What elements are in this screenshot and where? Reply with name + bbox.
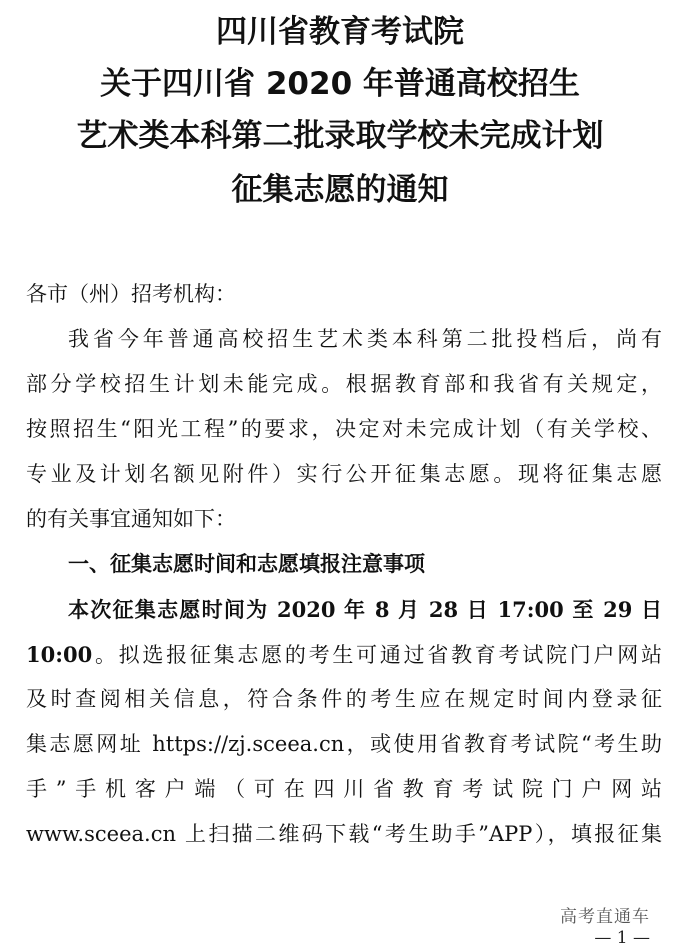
page-number: — 1 — xyxy=(594,928,650,948)
title-line-1: 四川省教育考试院 xyxy=(216,14,464,50)
document-title xyxy=(0,6,680,216)
paragraph-1-line-5: 的有关事宜通知如下： xyxy=(26,507,236,531)
title-line-4: 征集志愿的通知 xyxy=(231,172,449,208)
section-1-line-1: 本次征集志愿时间为 2020 年 8 月 28 日 17:00 至 29 日 xyxy=(68,597,662,622)
paragraph-1-line-1: 我省今年普通高校招生艺术类本科第二批投档后，尚有 xyxy=(68,327,662,351)
document-body xyxy=(26,272,662,857)
section-1-line-2-text: 。拟选报征集志愿的考生可通过省教育考试院门户网站 xyxy=(92,643,662,667)
watermark: 高考直通车 xyxy=(560,907,650,927)
deadline-time: 10:00 xyxy=(26,642,93,667)
section-1-line-6: www.sceea.cn 上扫描二维码下载“考生助手”APP），填报征集 xyxy=(26,822,662,846)
paragraph-1-line-3: 按照招生“阳光工程”的要求，决定对未完成计划（有关学校、 xyxy=(26,417,662,441)
section-1-line-4: 集志愿网址 https://zj.sceea.cn，或使用省教育考试院“考生助 xyxy=(26,732,662,756)
section-1-line-5: 手”手机客户端（可在四川省教育考试院门户网站 xyxy=(26,777,662,801)
salutation: 各市（州）招考机构： xyxy=(26,282,236,306)
title-line-3: 艺术类本科第二批录取学校未完成计划 xyxy=(76,118,604,154)
section-1-heading: 一、征集志愿时间和志愿填报注意事项 xyxy=(68,552,425,576)
section-1-line-3: 及时查阅相关信息，符合条件的考生应在规定时间内登录征 xyxy=(26,687,662,711)
paragraph-1-line-4: 专业及计划名额见附件）实行公开征集志愿。现将征集志愿 xyxy=(26,462,662,486)
title-line-2: 关于四川省 2020 年普通高校招生 xyxy=(100,66,580,102)
paragraph-1-line-2: 部分学校招生计划未能完成。根据教育部和我省有关规定， xyxy=(26,372,662,396)
section-1-line-2 xyxy=(26,632,662,677)
